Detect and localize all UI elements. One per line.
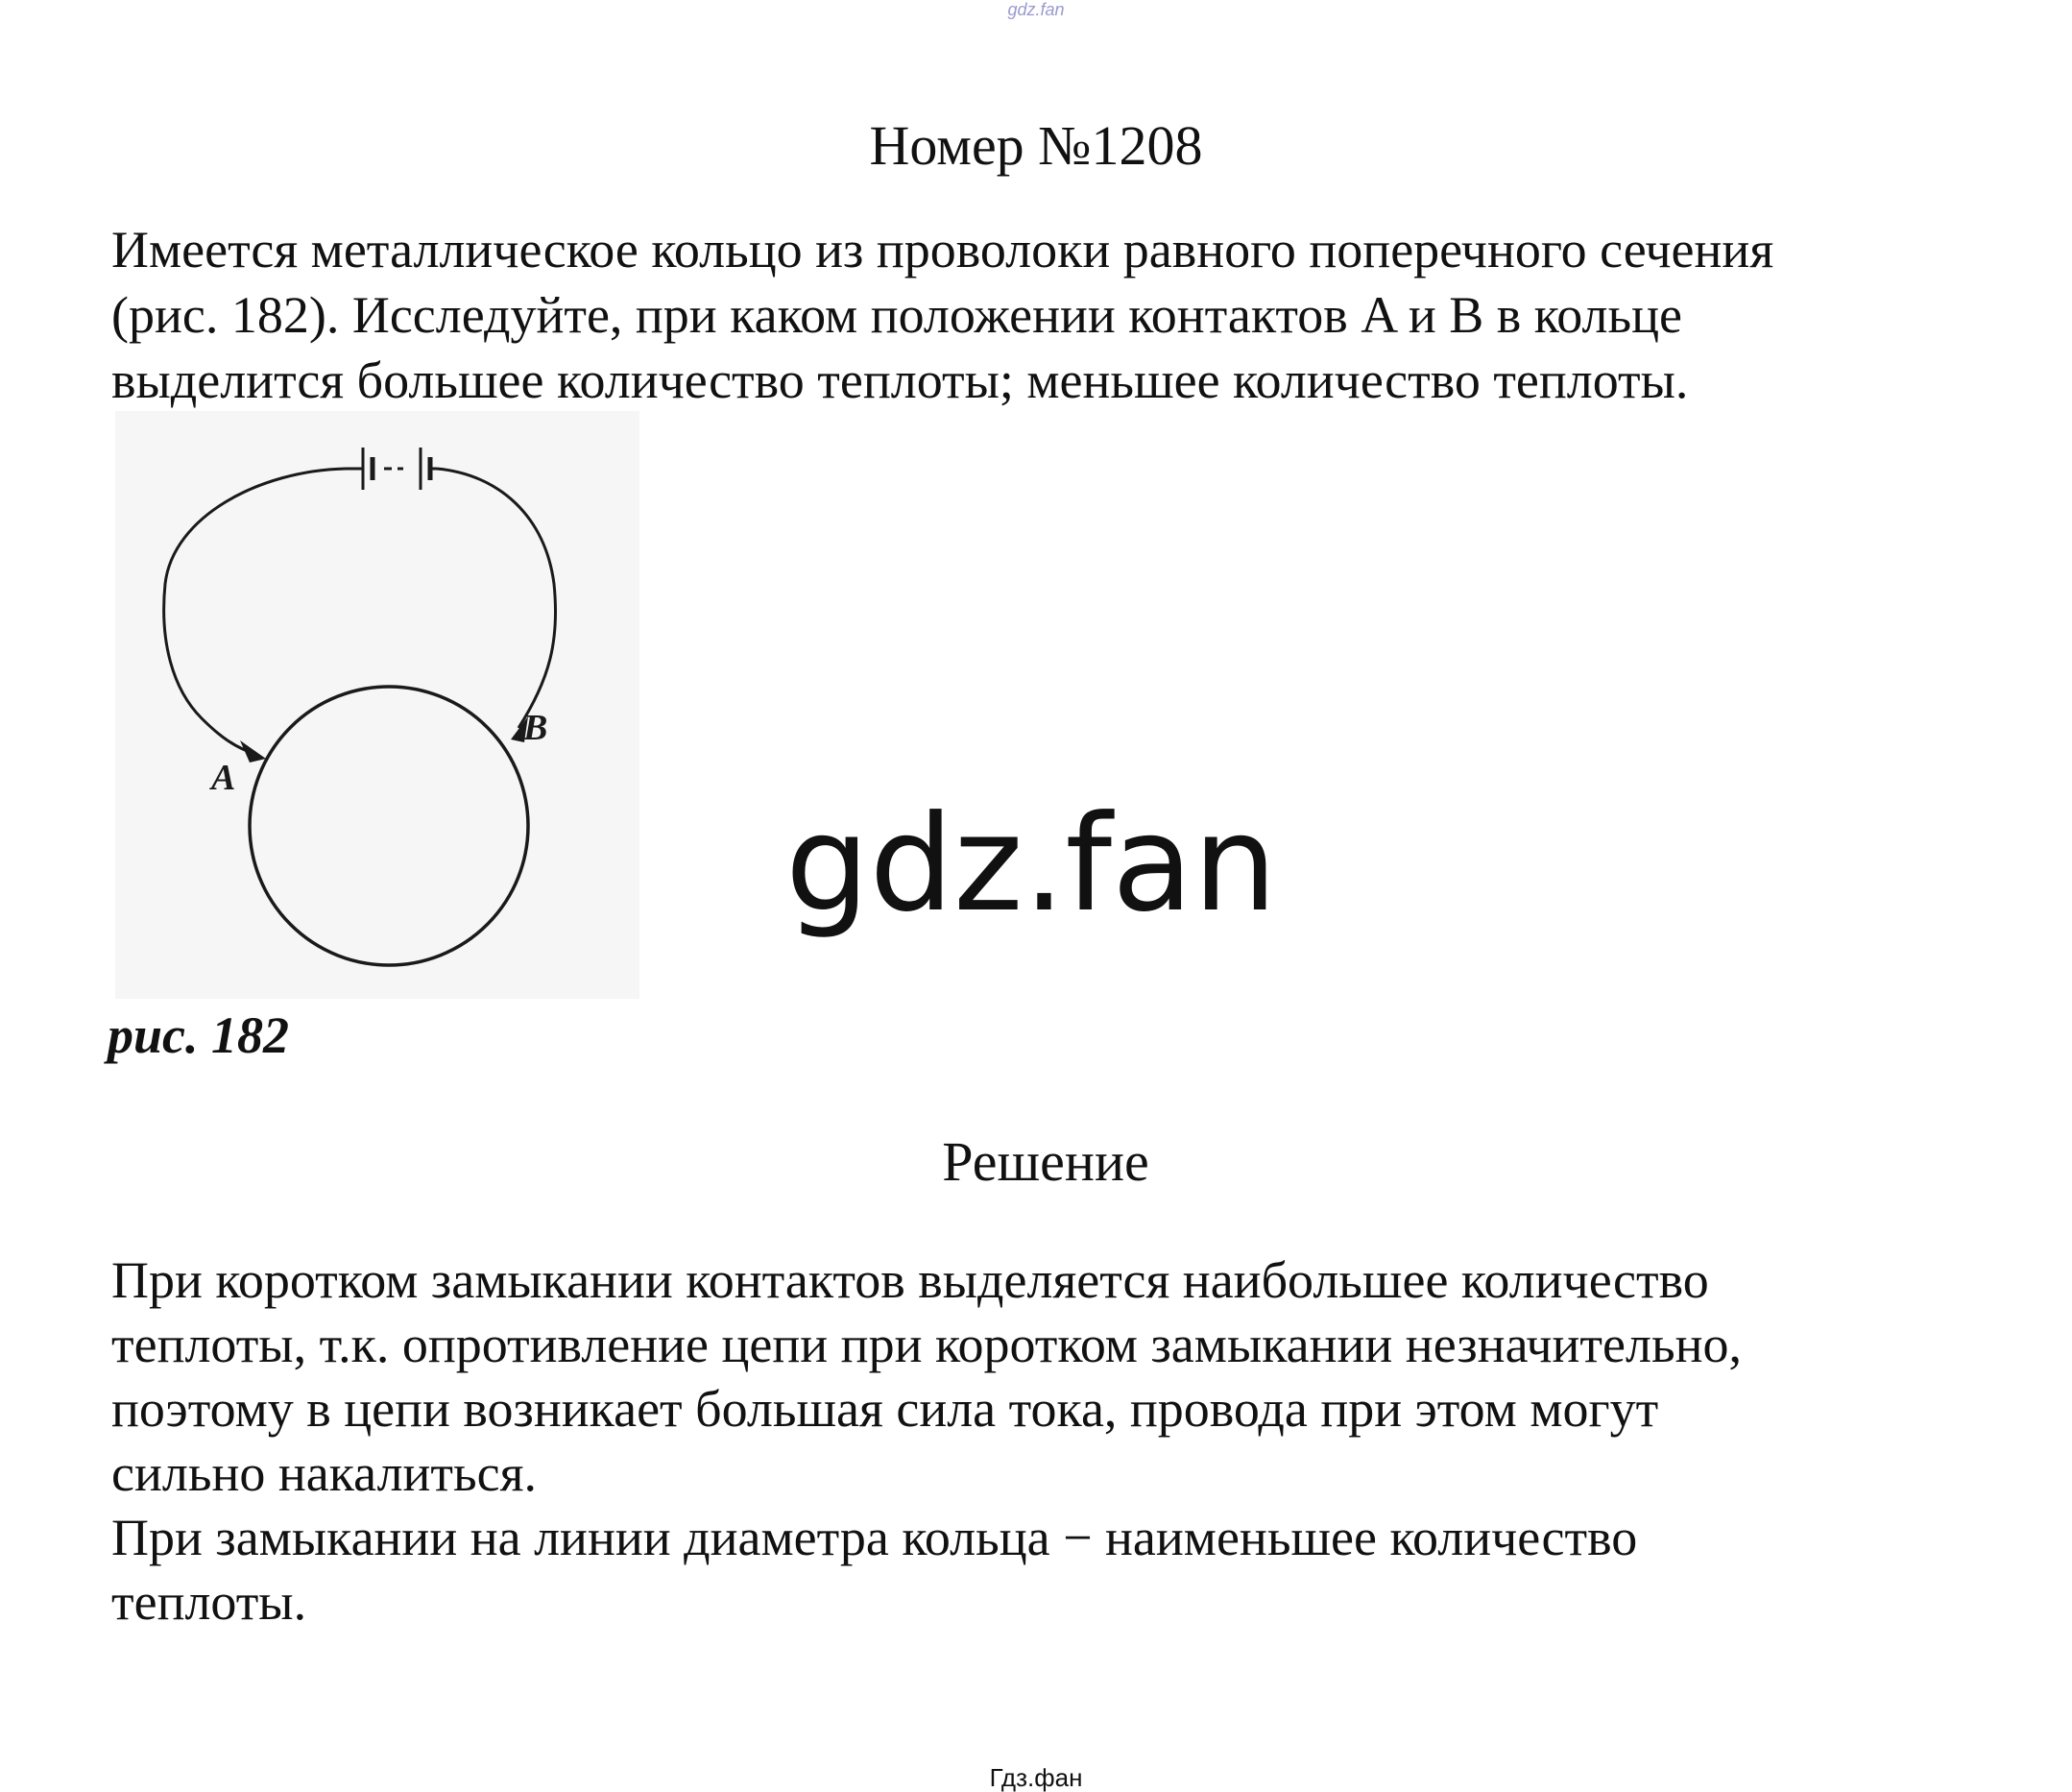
solution-line: теплоты. [111,1573,307,1631]
contact-b-label: B [523,708,548,748]
solution-text [111,1248,2022,1635]
top-watermark: gdz.fan [1007,0,1065,19]
footer-watermark: Гдз.фан [989,1763,1083,1792]
solution-heading: Решение [942,1130,1149,1193]
problem-line: (рис. 182). Исследуйте, при каком положении контактов A и B в кольце [111,286,1682,344]
contact-a-label: A [211,758,236,798]
solution-line: теплоты, т.к. опротивление цепи при коротком замыкании незначительно, [111,1316,1742,1373]
solution-line: поэтому в цепи возникает большая сила тока, провода при этом могут [111,1380,1659,1438]
figure-caption: рис. 182 [108,1006,289,1064]
solution-line: сильно накалиться. [111,1444,537,1502]
problem-line: выделится большее количество теплоты; меньшее количество теплоты. [111,351,1689,409]
problem-line: Имеется металлическое кольцо из проволоки равного поперечного сечения [111,221,1774,278]
solution-line: При замыкании на линии диаметра кольца − наименьшее количество [111,1509,1638,1566]
problem-text [111,217,2022,413]
page-title: Номер №1208 [869,114,1203,177]
site-watermark-text: gdz.fan [784,787,1278,941]
site-watermark [0,787,2072,941]
solution-line: При коротком замыкании контактов выделяется наибольшее количество [111,1251,1709,1309]
